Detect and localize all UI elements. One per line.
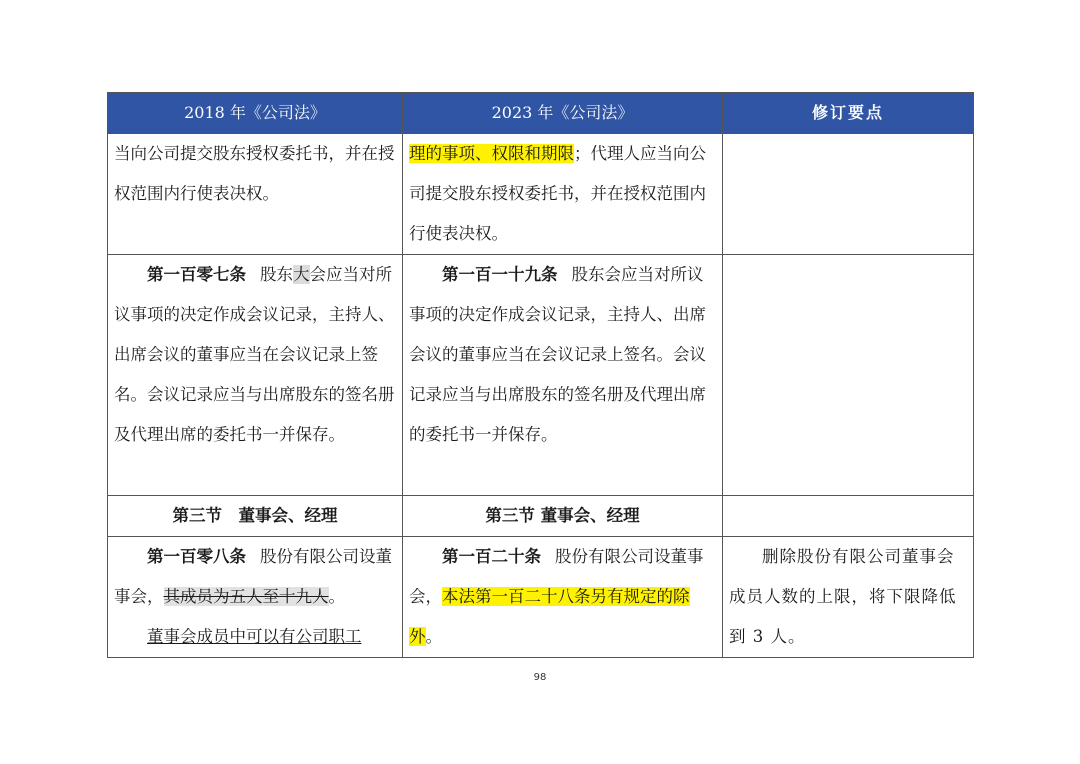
header-revision-points: 修订要点 — [723, 93, 974, 134]
table-header-row — [108, 93, 974, 134]
cell-text: 当向公司提交股东授权委托书，并在授权范围内行使表决权。 — [114, 144, 395, 203]
cell-2018 — [108, 537, 403, 658]
cell-2018 — [108, 255, 403, 496]
cell-text: 。 — [425, 627, 442, 646]
comparison-table — [107, 92, 974, 658]
table-row — [108, 537, 974, 658]
highlighted-text: 本法第一百二十八条另有规定的除外 — [409, 587, 690, 646]
highlighted-text: 理的事项、权限和期限 — [409, 144, 574, 163]
table-row — [108, 496, 974, 537]
section-heading: 第三节 董事会、经理 — [172, 506, 338, 525]
cell-2023 — [403, 255, 723, 496]
section-heading: 第三节 董事会、经理 — [485, 506, 640, 525]
cell-notes — [723, 255, 974, 496]
cell-2023 — [403, 134, 723, 255]
table-row — [108, 134, 974, 255]
underlined-text: 董事会成员中可以有公司职工 — [147, 627, 362, 646]
article-number: 第一百二十条 — [442, 547, 541, 566]
page-number: 98 — [533, 672, 547, 683]
cell-notes — [723, 496, 974, 537]
cell-text: 会应当对所议事项的决定作成会议记录，主持人、出席会议的董事应当在会议记录上签名。会议记录应当与出席股东的签名册及代理出席的委托书一并保存。 — [114, 265, 395, 444]
cell-text: 股份有限公司设董事会， — [114, 547, 392, 606]
cell-text: 。 — [328, 587, 345, 606]
revision-note: 删除股份有限公司董事会成员人数的上限，将下限降低到 3 人。 — [729, 547, 957, 646]
deleted-text: 其成员为五人至十九人 — [163, 587, 329, 606]
table-row — [108, 255, 974, 496]
cell-text: 股东会应当对所议事项的决定作成会议记录，主持人、出席会议的董事应当在会议记录上签名。会议记录应当与出席股东的签名册及代理出席的委托书一并保存。 — [409, 265, 706, 444]
cell-text: 股东 — [260, 265, 293, 284]
shaded-text: 大 — [293, 265, 310, 284]
cell-text: ；代理人应当向公司提交股东授权委托书，并在授权范围内行使表决权。 — [409, 144, 706, 243]
article-number: 第一百一十九条 — [442, 265, 558, 284]
article-number: 第一百零八条 — [147, 547, 246, 566]
cell-2018 — [108, 134, 403, 255]
cell-notes — [723, 537, 974, 658]
header-2018: 2018 年《公司法》 — [108, 93, 403, 134]
cell-text: 股份有限公司设董事会， — [409, 547, 704, 606]
article-number: 第一百零七条 — [147, 265, 246, 284]
cell-2023 — [403, 496, 723, 537]
cell-notes — [723, 134, 974, 255]
header-2023: 2023 年《公司法》 — [403, 93, 723, 134]
cell-2018 — [108, 496, 403, 537]
cell-2023 — [403, 537, 723, 658]
